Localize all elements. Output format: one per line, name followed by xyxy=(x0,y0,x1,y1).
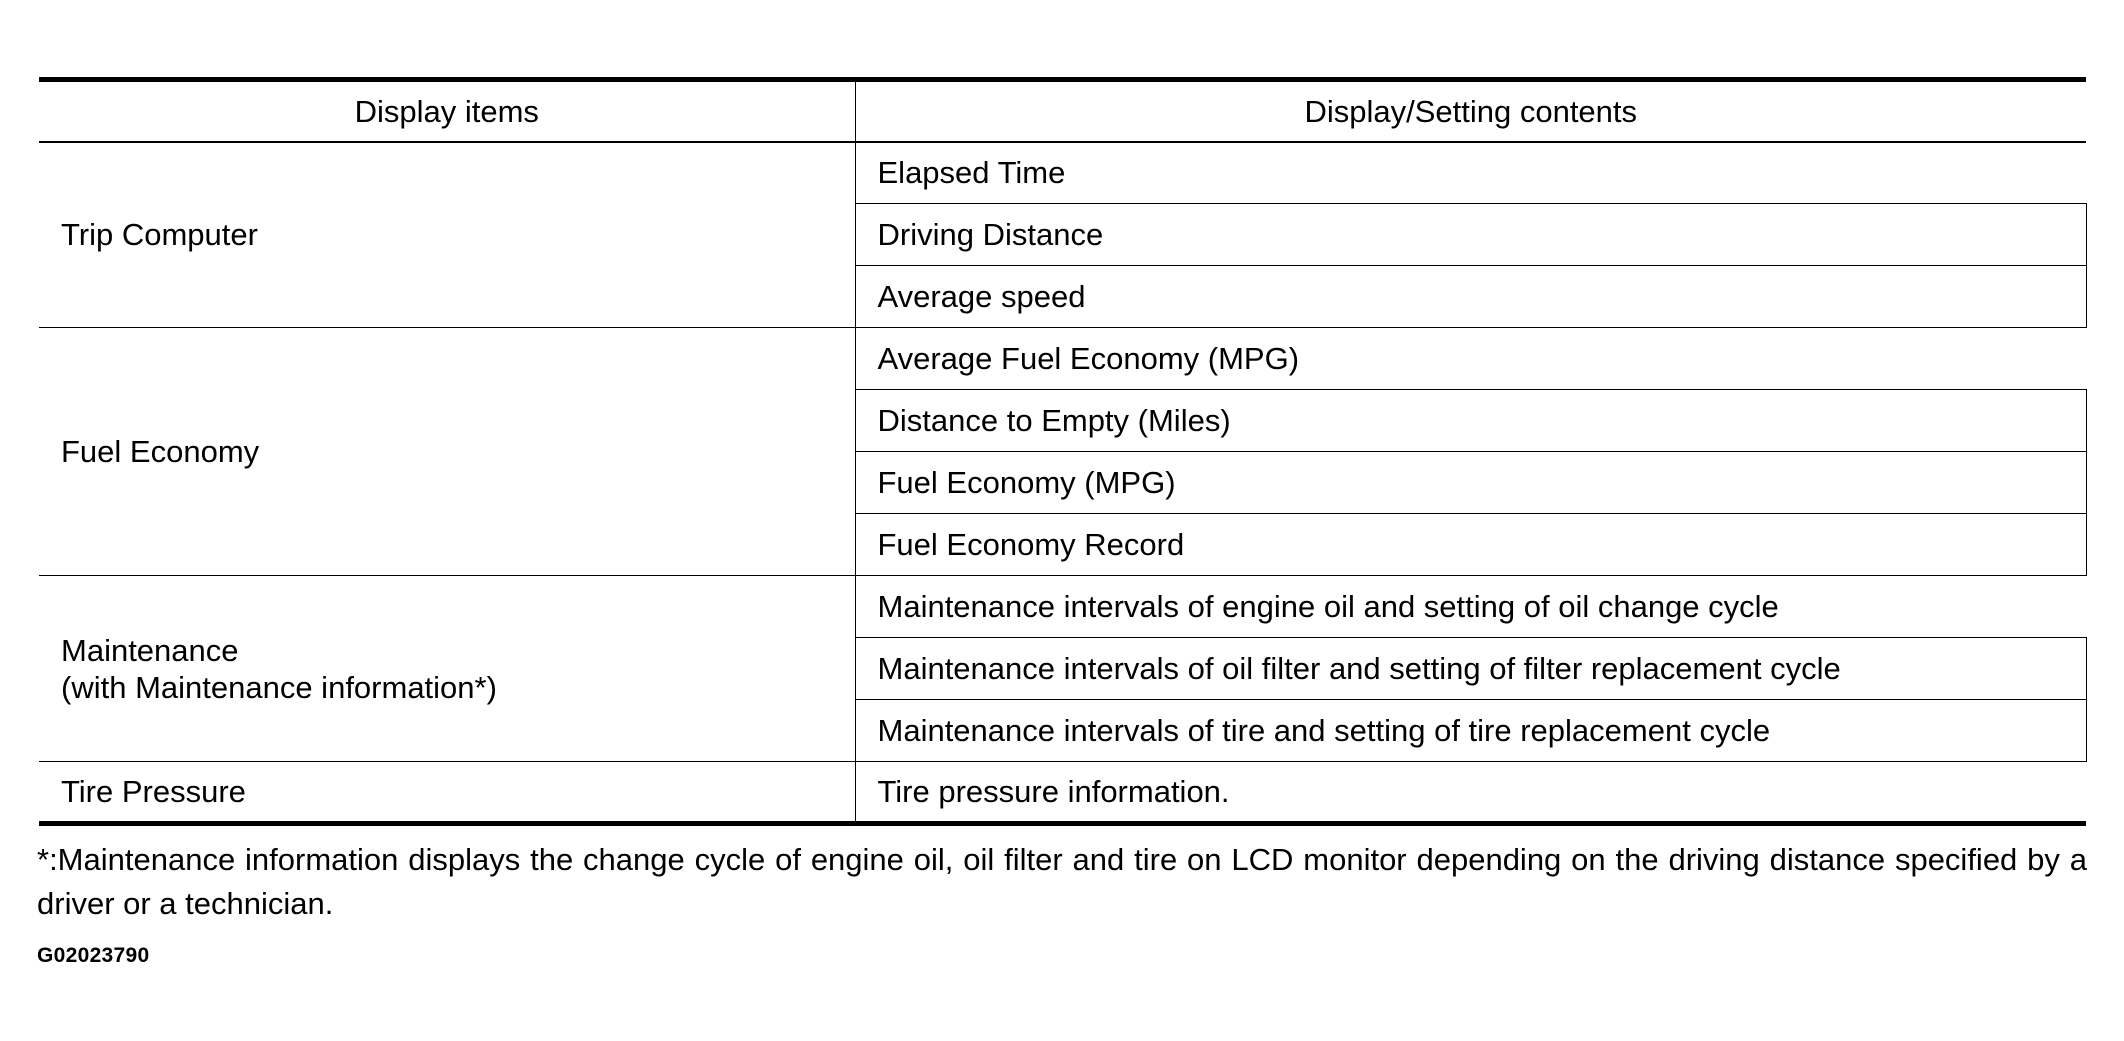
group-tire-pressure xyxy=(39,762,2086,824)
display-item-sublabel: (with Maintenance information*) xyxy=(61,669,497,705)
display-item-cell xyxy=(39,142,855,328)
group-maintenance xyxy=(39,576,2086,762)
header-display-items: Display items xyxy=(39,80,855,142)
display-item-label: Fuel Economy xyxy=(61,434,260,469)
group-fuel-economy xyxy=(39,328,2086,576)
content-cell: Maintenance intervals of tire and setting of tire replacement cycle xyxy=(855,700,2086,762)
display-items-table xyxy=(39,77,2087,826)
table-row xyxy=(39,142,2086,204)
content-cell: Driving Distance xyxy=(855,204,2086,266)
display-item-label: Tire Pressure xyxy=(61,774,246,809)
table-row xyxy=(39,576,2086,638)
footnote: *:Maintenance information displays the change cycle of engine oil, oil filter and tire on LCD monitor depending on the driving distance specified by a driver or a technician. xyxy=(37,842,2087,921)
header-display-setting-contents: Display/Setting contents xyxy=(855,80,2086,142)
content-cell: Maintenance intervals of engine oil and setting of oil change cycle xyxy=(855,576,2086,638)
content-cell: Average speed xyxy=(855,266,2086,328)
content-cell: Tire pressure information. xyxy=(877,774,1230,809)
table-header xyxy=(39,80,2086,142)
figure-code: G02023790 xyxy=(37,944,150,967)
group-trip-computer xyxy=(39,142,2086,328)
display-item-cell xyxy=(39,576,855,762)
content-cell: Fuel Economy (MPG) xyxy=(855,452,2086,514)
display-item-cell xyxy=(39,762,855,824)
content-cell: Maintenance intervals of oil filter and setting of filter replacement cycle xyxy=(855,638,2086,700)
table-row xyxy=(39,762,2086,824)
display-item-label: Trip Computer xyxy=(61,217,258,253)
display-item-cell xyxy=(39,328,855,576)
display-item-label: Maintenance xyxy=(61,632,239,668)
header-row xyxy=(39,80,2086,142)
table-row xyxy=(39,328,2086,390)
content-cell: Distance to Empty (Miles) xyxy=(855,390,2086,452)
content-cell: Average Fuel Economy (MPG) xyxy=(855,328,2086,390)
content-cell: Fuel Economy Record xyxy=(855,514,2086,576)
content-cell: Elapsed Time xyxy=(855,142,2086,204)
